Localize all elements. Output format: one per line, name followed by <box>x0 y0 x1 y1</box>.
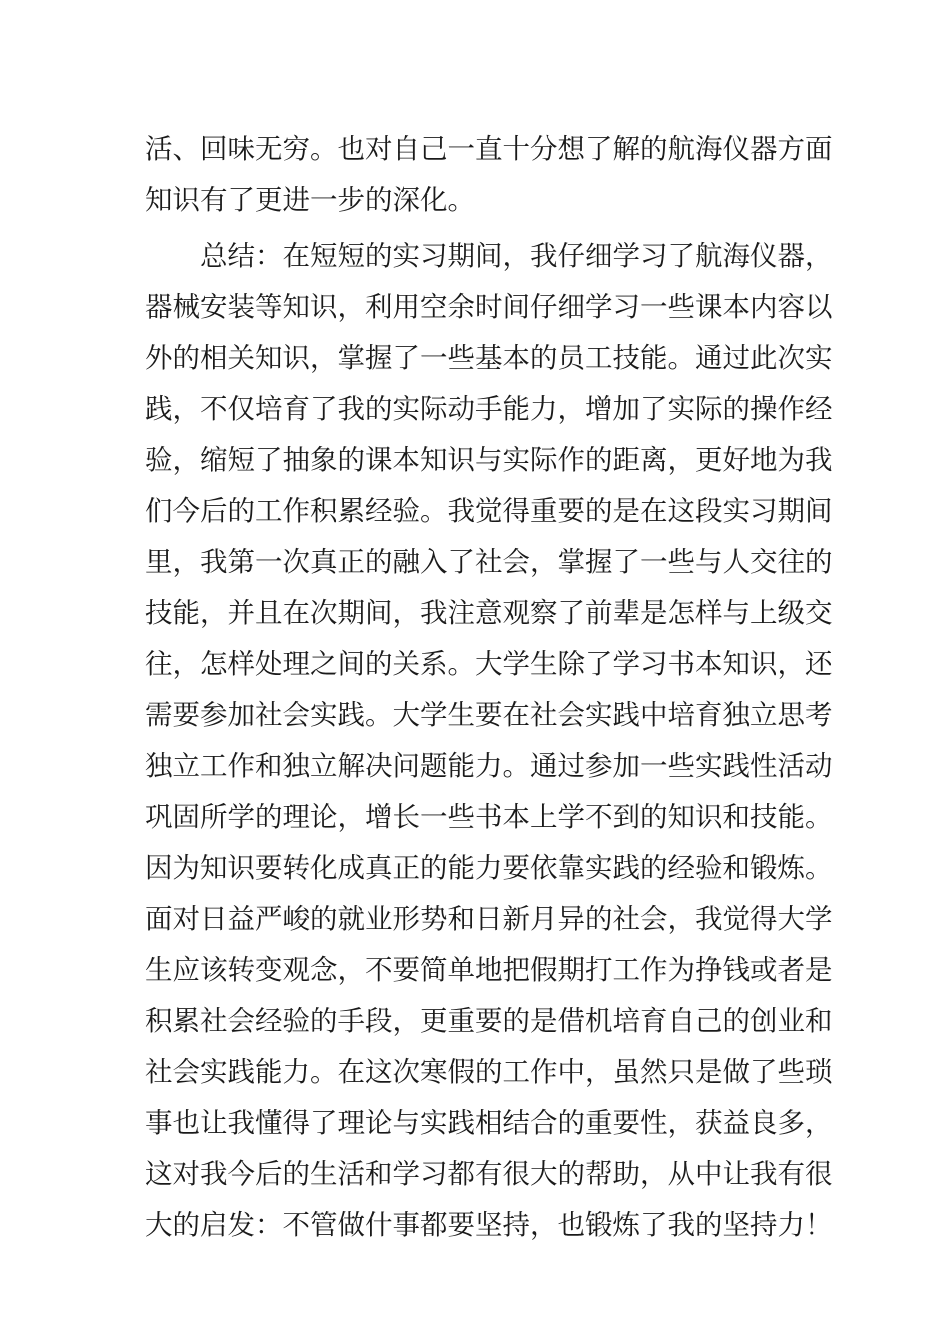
text-line: 社会实践能力。在这次寒假的工作中，虽然只是做了些琐 <box>145 1056 833 1088</box>
paragraph-2 <box>145 231 833 1302</box>
text-line: 验，缩短了抽象的课本知识与实际作的距离，更好地为我 <box>145 444 833 476</box>
text-line: 活、回味无穷。也对自己一直十分想了解的航海仪器方面 <box>145 133 833 165</box>
text-line <box>145 1251 815 1302</box>
text-line: 这对我今后的生活和学习都有很大的帮助，从中让我有很 <box>145 1158 833 1190</box>
text-line: 知识有了更进一步的深化。 <box>145 184 475 216</box>
document-body <box>145 124 833 1302</box>
text-line: 巩固所学的理论，增长一些书本上学不到的知识和技能。 <box>145 801 833 833</box>
text-line: 积累社会经验的手段，更重要的是借机培育自己的创业和 <box>145 1005 833 1037</box>
text-line: 器械安装等知识，利用空余时间仔细学习一些课本内容以 <box>145 291 833 323</box>
text-line: 技能，并且在次期间，我注意观察了前辈是怎样与上级交 <box>145 597 833 629</box>
text-line: 面对日益严峻的就业形势和日新月异的社会，我觉得大学 <box>145 903 833 935</box>
text-line: 里，我第一次真正的融入了社会，掌握了一些与人交往的 <box>145 546 833 578</box>
paragraph-1 <box>145 124 833 226</box>
text-line: 往，怎样处理之间的关系。大学生除了学习书本知识，还 <box>145 648 833 680</box>
text-line: 生应该转变观念，不要简单地把假期打工作为挣钱或者是 <box>145 954 833 986</box>
text-line: 践，不仅培育了我的实际动手能力，增加了实际的操作经 <box>145 393 833 425</box>
text-line: 因为知识要转化成真正的能力要依靠实践的经验和锻炼。 <box>145 852 833 884</box>
text-line: 总结：在短短的实习期间，我仔细学习了航海仪器， <box>200 240 833 272</box>
text-line: 大的启发：不管做什事都要坚持，也锻炼了我的坚持力！ <box>145 1209 833 1241</box>
text-line: 们今后的工作积累经验。我觉得重要的是在这段实习期间 <box>145 495 833 527</box>
text-line: 需要参加社会实践。大学生要在社会实践中培育独立思考 <box>145 699 833 731</box>
text-line: 独立工作和独立解决问题能力。通过参加一些实践性活动 <box>145 750 833 782</box>
text-line: 外的相关知识，掌握了一些基本的员工技能。通过此次实 <box>145 342 833 374</box>
text-line: 事也让我懂得了理论与实践相结合的重要性，获益良多， <box>145 1107 833 1139</box>
